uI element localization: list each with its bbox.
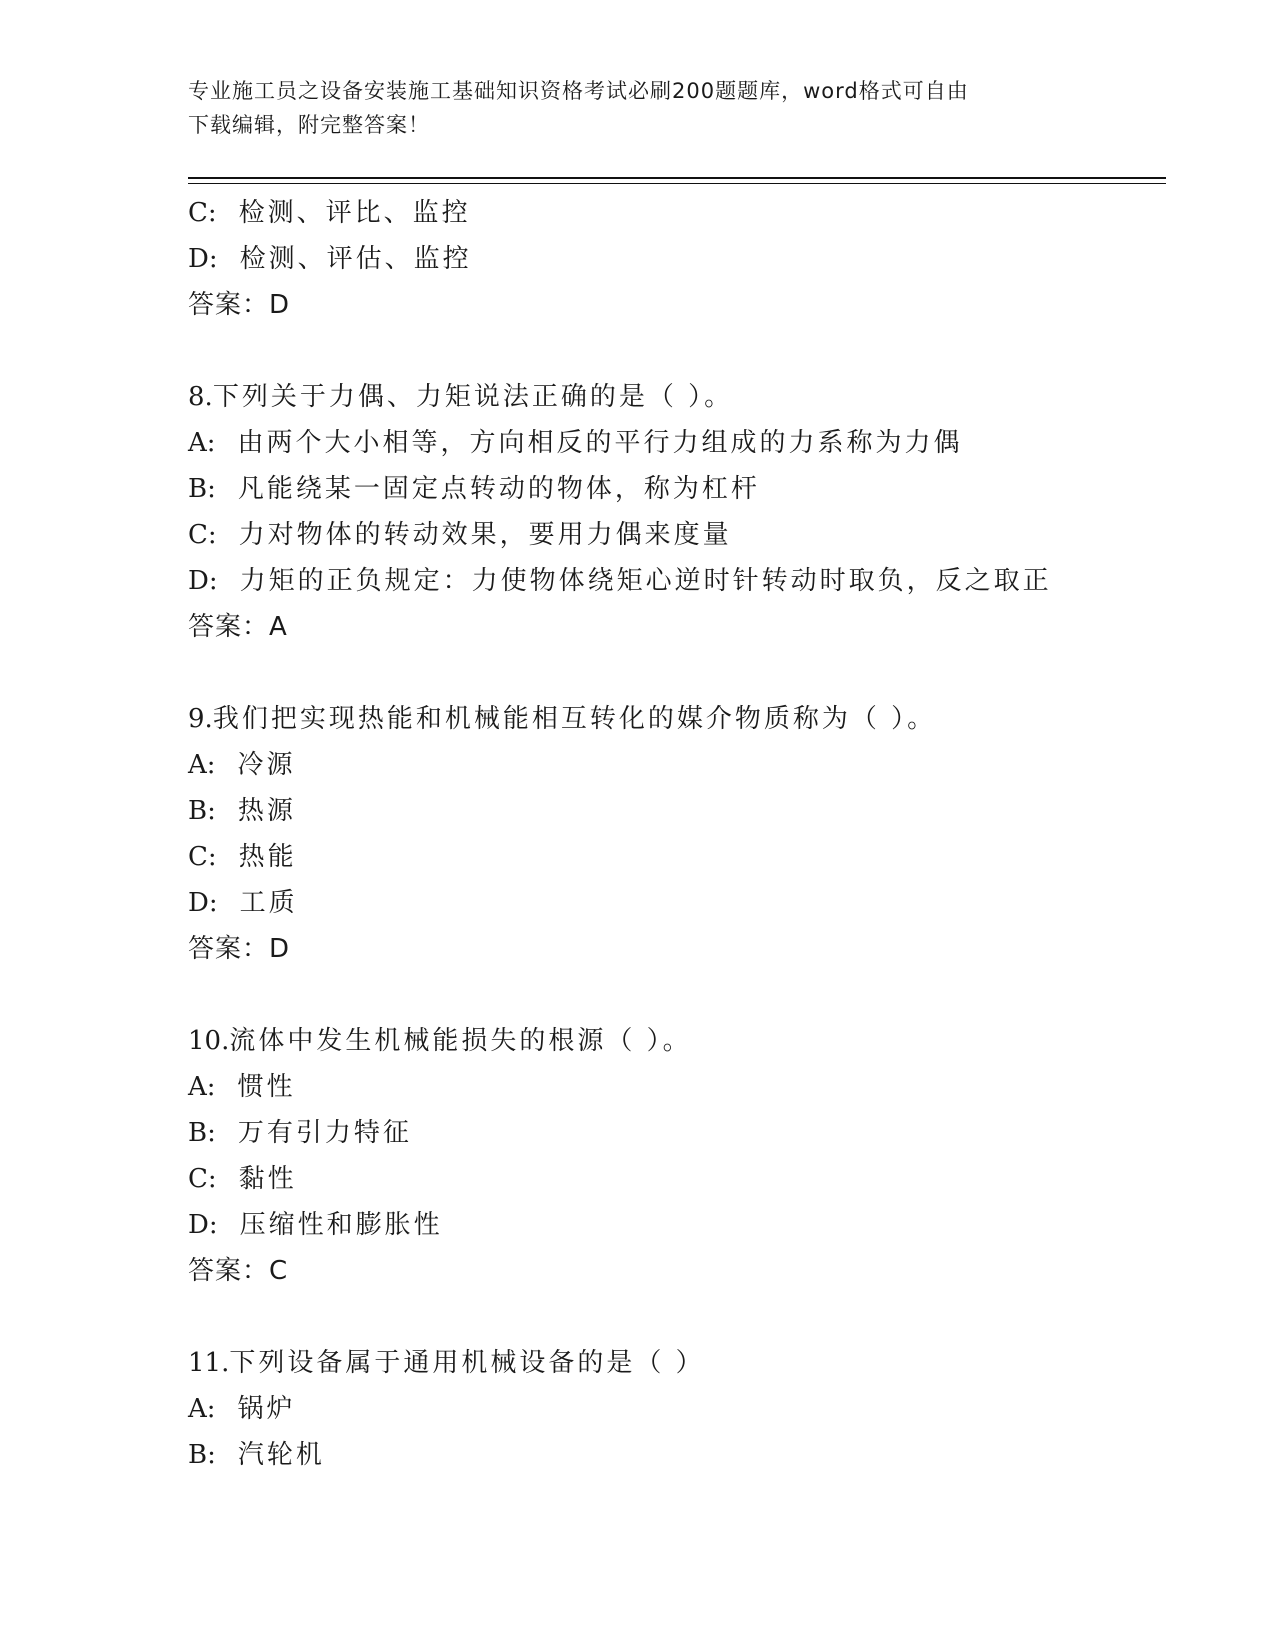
question-stem (188, 696, 1166, 742)
question-stem (188, 1340, 1166, 1386)
header-divider-thin (188, 183, 1166, 184)
question-number: 10. (188, 1026, 230, 1056)
option-text: 工质 (239, 888, 298, 918)
option-letter: B: (188, 474, 216, 504)
option-line (188, 1202, 1166, 1248)
option-letter: A: (188, 1394, 216, 1424)
question-8 (188, 374, 1166, 650)
option-line (188, 1156, 1166, 1202)
document-header (188, 74, 1088, 142)
option-line (188, 466, 1166, 512)
option-text: 汽轮机 (237, 1440, 325, 1470)
option-text: 力对物体的转动效果，要用力偶来度量 (238, 520, 732, 550)
option-letter: A: (188, 1072, 216, 1102)
answer-line (188, 282, 1166, 328)
option-line (188, 190, 1166, 236)
answer-line (188, 1248, 1166, 1294)
option-line (188, 1386, 1166, 1432)
question-10 (188, 1018, 1166, 1294)
question-number: 8. (188, 382, 213, 412)
question-text: 下列设备属于通用机械设备的是（ ） (229, 1348, 705, 1378)
option-line (188, 1110, 1166, 1156)
option-text: 黏性 (238, 1164, 297, 1194)
answer-line (188, 926, 1166, 972)
option-letter: D: (188, 566, 218, 596)
option-line (188, 558, 1166, 604)
answer-value: D (269, 934, 291, 964)
option-letter: C: (188, 520, 217, 550)
option-letter: B: (188, 1440, 216, 1470)
option-letter: A: (188, 428, 216, 458)
option-letter: B: (188, 796, 216, 826)
option-line (188, 236, 1166, 282)
option-letter: B: (188, 1118, 216, 1148)
option-line (188, 834, 1166, 880)
answer-value: C (269, 1256, 289, 1286)
option-text: 凡能绕某一固定点转动的物体，称为杠杆 (237, 474, 760, 504)
answer-label: 答案： (188, 1256, 270, 1286)
option-text: 锅炉 (237, 1394, 296, 1424)
option-letter: C: (188, 842, 217, 872)
option-text: 压缩性和膨胀性 (239, 1210, 443, 1240)
option-text: 检测、评估、监控 (239, 244, 472, 274)
option-line (188, 880, 1166, 926)
option-text: 由两个大小相等，方向相反的平行力组成的力系称为力偶 (237, 428, 963, 458)
header-title-line-2: 下载编辑，附完整答案！ (188, 113, 430, 137)
option-letter: D: (188, 244, 218, 274)
answer-line (188, 604, 1166, 650)
option-letter: C: (188, 198, 217, 228)
question-text: 下列关于力偶、力矩说法正确的是（ ）。 (212, 382, 734, 412)
answer-label: 答案： (188, 612, 270, 642)
question-text: 流体中发生机械能损失的根源（ ）。 (229, 1026, 692, 1056)
question-11 (188, 1340, 1166, 1478)
question-number: 9. (188, 704, 213, 734)
answer-value: A (269, 612, 288, 642)
option-text: 万有引力特征 (237, 1118, 412, 1148)
question-number: 11. (188, 1348, 230, 1378)
answer-label: 答案： (188, 290, 270, 320)
option-line (188, 512, 1166, 558)
option-line (188, 420, 1166, 466)
answer-value: D (269, 290, 291, 320)
answer-label: 答案： (188, 934, 270, 964)
option-line (188, 742, 1166, 788)
question-7-continued (188, 190, 1166, 328)
option-line (188, 788, 1166, 834)
option-line (188, 1064, 1166, 1110)
header-title-line-1: 专业施工员之设备安装施工基础知识资格考试必刷200题题库，word格式可自由 (188, 79, 969, 103)
question-stem (188, 1018, 1166, 1064)
option-line (188, 1432, 1166, 1478)
option-text: 检测、评比、监控 (238, 198, 471, 228)
option-letter: D: (188, 888, 218, 918)
option-text: 冷源 (237, 750, 296, 780)
question-list (188, 190, 1166, 1478)
question-text: 我们把实现热能和机械能相互转化的媒介物质称为（ ）。 (212, 704, 937, 734)
question-stem (188, 374, 1166, 420)
option-letter: A: (188, 750, 216, 780)
option-text: 热能 (238, 842, 297, 872)
option-text: 力矩的正负规定：力使物体绕矩心逆时针转动时取负，反之取正 (239, 566, 1052, 596)
option-letter: C: (188, 1164, 217, 1194)
question-9 (188, 696, 1166, 972)
option-letter: D: (188, 1210, 218, 1240)
header-divider-thick (188, 177, 1166, 179)
option-text: 热源 (237, 796, 296, 826)
option-text: 惯性 (237, 1072, 296, 1102)
